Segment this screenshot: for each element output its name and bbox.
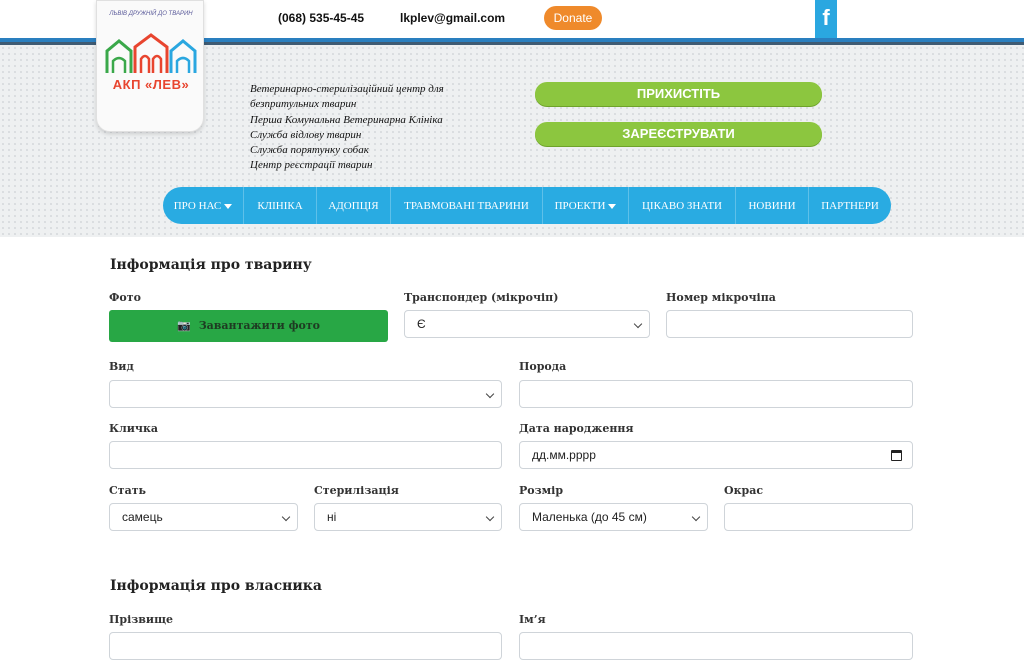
birthdate-input[interactable] [519,441,913,469]
breed-label: Порода [519,360,567,373]
tagline [250,82,444,174]
main-nav [163,187,891,224]
transponder-select[interactable] [404,310,650,338]
size-value: Маленька (до 45 см) [532,510,647,524]
photo-label: Фото [109,291,141,304]
donate-button[interactable]: Donate [544,6,602,30]
chevron-down-icon [486,390,494,398]
nav-item-label: ПРО НАС [173,199,222,212]
nav-item-about[interactable] [163,187,244,224]
firstname-input[interactable] [519,632,913,660]
tagline-line: безпритульних тварин [250,98,357,111]
sex-label: Стать [109,484,146,497]
caret-down-icon [608,204,616,209]
transponder-value: Є [417,317,426,331]
shelter-button[interactable]: ПРИХИСТІТЬ [535,82,822,106]
chip-number-label: Номер мікрочіпа [666,291,776,304]
tagline-line: Ветеринарно-стерилізаційний центр для [250,83,444,95]
nav-item-label: КЛІНІКА [257,199,303,212]
sterilization-label: Стерилізація [314,484,399,497]
nav-item-label: ПАРТНЕРИ [821,199,879,212]
animal-section-title: Інформація про тварину [110,257,312,273]
color-input[interactable] [724,503,913,531]
nav-item-injured-animals[interactable] [391,187,543,224]
nav-item-label: ТРАВМОВАНІ ТВАРИНИ [404,199,529,212]
nickname-label: Кличка [109,422,159,435]
logo-arc-text: ЛЬВІВ ДРУЖНІЙ ДО ТВАРИН [109,11,193,17]
color-label: Окрас [724,484,764,497]
birthdate-label: Дата народження [519,422,634,435]
nav-item-clinic[interactable] [244,187,317,224]
surname-input[interactable] [109,632,502,660]
upload-photo-button[interactable] [109,310,388,342]
logo-houses-icon [97,1,205,81]
transponder-label: Транспондер (мікрочіп) [404,291,559,304]
register-button[interactable]: ЗАРЕЄСТРУВАТИ [535,122,822,146]
tagline-line: Служба відлову тварин [250,128,362,141]
nav-item-news[interactable] [736,187,809,224]
chip-number-input[interactable] [666,310,913,338]
calendar-icon[interactable] [891,450,902,461]
size-select[interactable] [519,503,708,531]
owner-section-title: Інформація про власника [110,578,322,594]
nav-item-interesting[interactable] [629,187,736,224]
size-label: Розмір [519,484,564,497]
tagline-line: Перша Комунальна Ветеринарна Клініка [250,113,443,126]
nav-item-label: АДОПЦІЯ [328,199,379,212]
sex-value: самець [122,510,163,524]
nav-item-label: НОВИНИ [748,199,796,212]
sterilization-value: ні [327,510,337,524]
tagline-line: Служба порятунку собак [250,144,369,157]
chevron-down-icon [692,513,700,521]
phone-link[interactable]: (068) 535-45-45 [278,11,365,25]
upload-photo-label: Завантажити фото [198,319,320,332]
chevron-down-icon [486,513,494,521]
nav-item-projects[interactable] [543,187,629,224]
species-select[interactable] [109,380,502,408]
chevron-down-icon [634,320,642,328]
nav-item-label: ПРОЕКТИ [554,199,606,212]
breed-input[interactable] [519,380,913,408]
logo[interactable] [96,0,204,132]
surname-label: Прізвище [109,613,173,626]
camera-icon: 📷 [176,319,191,332]
nickname-input[interactable] [109,441,502,469]
chevron-down-icon [282,513,290,521]
nav-item-adoption[interactable] [317,187,391,224]
species-label: Вид [109,360,134,373]
sterilization-select[interactable] [314,503,502,531]
nav-item-label: ЦІКАВО ЗНАТИ [641,199,722,212]
birthdate-placeholder: дд.мм.рррр [532,448,596,462]
caret-down-icon [224,204,232,209]
firstname-label: Ім’я [519,613,546,626]
tagline-line: Центр реєстрації тварин [250,159,373,172]
nav-item-partners[interactable] [809,187,891,224]
logo-brand-text: АКП «ЛЕВ» [112,77,190,92]
facebook-icon[interactable]: f [815,0,837,38]
sex-select[interactable] [109,503,298,531]
email-link[interactable]: lkplev@gmail.com [400,11,506,25]
